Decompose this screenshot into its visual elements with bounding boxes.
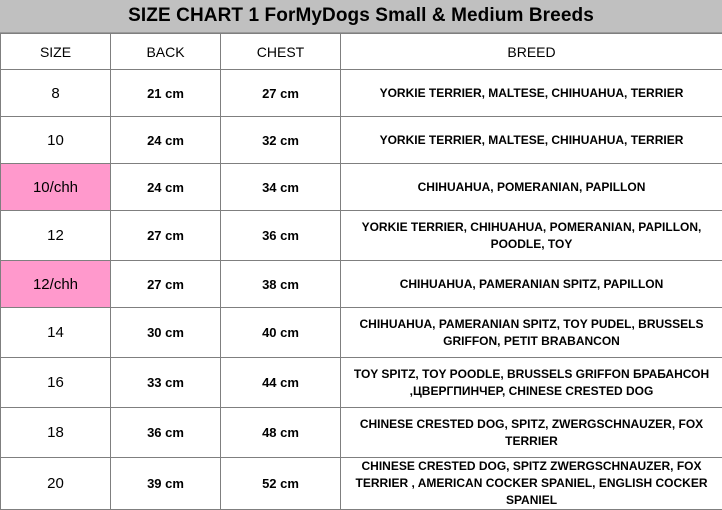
back-cell: 27 cm [111, 261, 221, 308]
table-row [1, 70, 722, 117]
chest-cell: 27 cm [221, 70, 341, 117]
breed-cell: CHINESE CRESTED DOG, SPITZ, ZWERGSCHNAUZER, FOX TERRIER [341, 408, 722, 458]
breed-cell: YORKIE TERRIER, MALTESE, CHIHUAHUA, TERRIER [341, 117, 722, 164]
size-cell: 10 [1, 117, 111, 164]
column-header-size: SIZE [1, 34, 111, 70]
back-cell: 36 cm [111, 408, 221, 458]
back-cell: 21 cm [111, 70, 221, 117]
size-cell: 16 [1, 358, 111, 408]
breed-cell: CHIHUAHUA, POMERANIAN, PAPILLON [341, 164, 722, 211]
back-cell: 24 cm [111, 164, 221, 211]
header-row [1, 34, 722, 70]
table-row [1, 261, 722, 308]
table-row [1, 408, 722, 458]
chest-cell: 44 cm [221, 358, 341, 408]
chest-cell: 52 cm [221, 458, 341, 510]
table-row [1, 458, 722, 510]
size-chart-table [0, 33, 722, 510]
size-cell: 18 [1, 408, 111, 458]
breed-cell: CHIHUAHUA, PAMERANIAN SPITZ, TOY PUDEL, BRUSSELS GRIFFON, PETIT BRABANCON [341, 308, 722, 358]
back-cell: 30 cm [111, 308, 221, 358]
chest-cell: 32 cm [221, 117, 341, 164]
size-cell-highlighted: 10/chh [1, 164, 111, 211]
size-cell: 8 [1, 70, 111, 117]
size-cell-highlighted: 12/chh [1, 261, 111, 308]
breed-cell: TOY SPITZ, TOY POODLE, BRUSSELS GRIFFON БРАБАНСОН ,ЦВЕРГПИНЧЕР, CHINESE CRESTED DOG [341, 358, 722, 408]
chest-cell: 38 cm [221, 261, 341, 308]
back-cell: 39 cm [111, 458, 221, 510]
chest-cell: 48 cm [221, 408, 341, 458]
chart-title: SIZE CHART 1 ForMyDogs Small & Medium Breeds [0, 0, 722, 33]
size-cell: 14 [1, 308, 111, 358]
breed-cell: CHINESE CRESTED DOG, SPITZ ZWERGSCHNAUZER, FOX TERRIER , AMERICAN COCKER SPANIEL, ENGLISH COCKER SPANIEL [341, 458, 722, 510]
back-cell: 24 cm [111, 117, 221, 164]
size-cell: 12 [1, 211, 111, 261]
back-cell: 27 cm [111, 211, 221, 261]
table-row [1, 117, 722, 164]
table-row [1, 211, 722, 261]
column-header-breed: BREED [341, 34, 722, 70]
chest-cell: 40 cm [221, 308, 341, 358]
table-row [1, 308, 722, 358]
column-header-chest: CHEST [221, 34, 341, 70]
table-row [1, 358, 722, 408]
back-cell: 33 cm [111, 358, 221, 408]
breed-cell: YORKIE TERRIER, MALTESE, CHIHUAHUA, TERRIER [341, 70, 722, 117]
breed-cell: CHIHUAHUA, PAMERANIAN SPITZ, PAPILLON [341, 261, 722, 308]
breed-cell: YORKIE TERRIER, CHIHUAHUA, POMERANIAN, PAPILLON, POODLE, TOY [341, 211, 722, 261]
column-header-back: BACK [111, 34, 221, 70]
chest-cell: 34 cm [221, 164, 341, 211]
chest-cell: 36 cm [221, 211, 341, 261]
size-cell: 20 [1, 458, 111, 510]
table-row [1, 164, 722, 211]
